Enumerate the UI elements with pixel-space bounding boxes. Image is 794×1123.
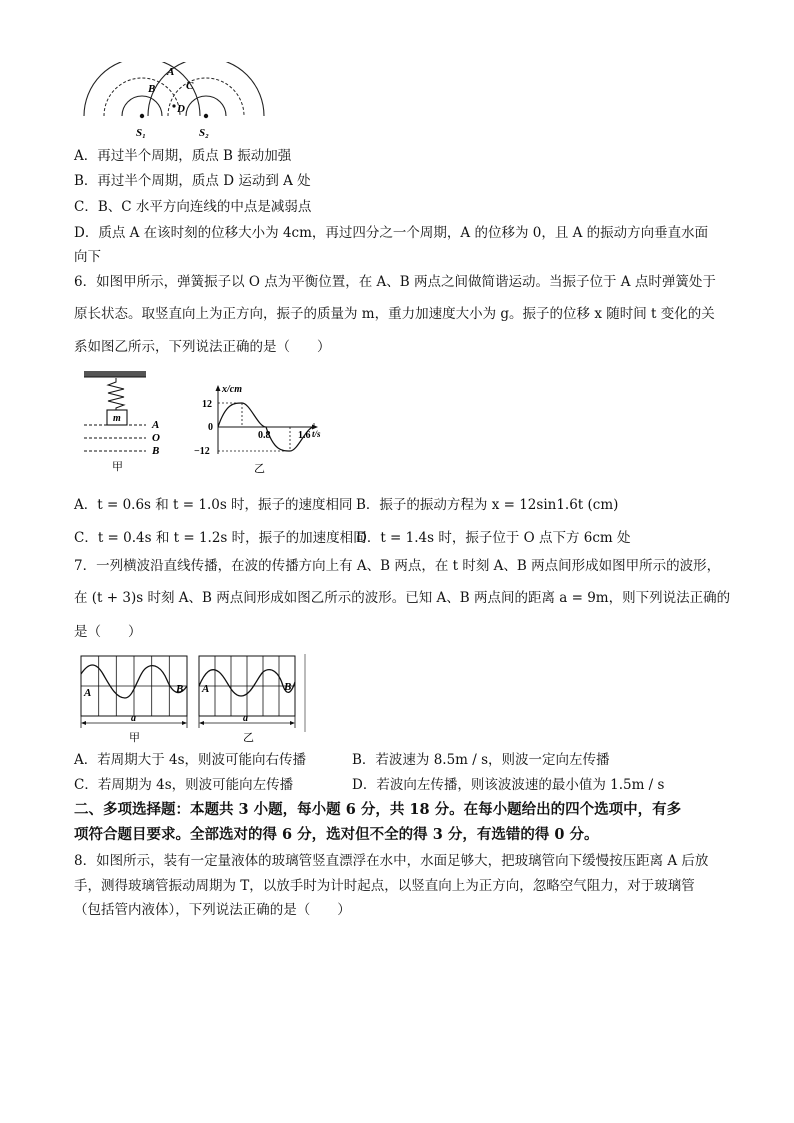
label-o-pos: O: [152, 432, 160, 444]
spring-oscillator-figure: [80, 368, 176, 472]
q6-option-c: C．t = 0.4s 和 t = 1.2s 时，振子的加速度相同: [74, 530, 367, 546]
y-tick-neg12: −12: [194, 446, 210, 457]
q5-option-d-line2: 向下: [74, 249, 101, 265]
q8-stem-line2: 手，测得玻璃管振动周期为 T，以放手时为计时起点，以竖直向上为正方向，忽略空气阻力，对于玻璃管: [74, 878, 695, 894]
label-b: B: [148, 83, 156, 95]
q7-option-a: A．若周期大于 4s，则波可能向右传播: [74, 752, 307, 768]
s2-wave-outer: [148, 62, 264, 116]
q5-option-d-line1: D．质点 A 在该时刻的位移大小为 4cm，再过四分之一个周期，A 的位移为 0，且 A 的振动方向垂直水面: [74, 225, 709, 241]
point-d: [172, 104, 175, 107]
q8-stem-line1: 8．如图所示，装有一定量液体的玻璃管竖直漂浮在水中，水面足够大，把玻璃管向下缓慢按压距离 A 后放: [74, 853, 709, 869]
x-tick-08: 0.8: [258, 430, 271, 441]
q6-stem-line3: 系如图乙所示，下列说法正确的是（ ）: [74, 339, 331, 355]
spring: [108, 378, 124, 410]
x-label: t/s: [312, 429, 321, 439]
q6-stem-line2: 原长状态。取竖直向上为正方向，振子的质量为 m，重力加速度大小为 g。振子的位移 x 随时间 t 变化的关: [74, 306, 715, 322]
q6-option-b: B．振子的振动方程为 x = 12sin1.6t (cm): [356, 497, 619, 513]
q8-stem-line3: （包括管内液体），下列说法正确的是（ ）: [74, 902, 351, 918]
q7-option-c: C．若周期为 4s，则波可能向左传播: [74, 777, 294, 793]
source-s1: [140, 114, 144, 118]
q7-stem-line1: 7．一列横波沿直线传播，在波的传播方向上有 A、B 两点，在 t 时刻 A、B 两点间形成如图甲所示的波形，: [74, 558, 721, 574]
q6-option-d: D．t = 1.4s 时，振子位于 O 点下方 6cm 处: [356, 530, 631, 546]
source-s2: [204, 114, 208, 118]
s1-wave-inner: [122, 96, 162, 116]
label-a: A: [167, 66, 175, 78]
yi-label-dist: a: [243, 713, 248, 724]
label-s2: S₂: [199, 127, 209, 139]
caption-7-yi: 乙: [243, 732, 254, 744]
waveform-jia-figure: [79, 652, 191, 744]
label-b-pos: B: [152, 445, 160, 457]
q5-option-c: C．B、C 水平方向连线的中点是减弱点: [74, 199, 312, 215]
interference-figure: [78, 62, 268, 142]
mass-label: m: [113, 413, 121, 424]
waveform-yi-figure: [197, 652, 311, 744]
q7-stem-line3: 是（ ）: [74, 624, 142, 640]
jia-label-a: A: [84, 687, 92, 699]
label-a-pos: A: [152, 419, 160, 431]
s2-wave-inner: [186, 96, 226, 116]
section2-title-line2: 项符合题目要求。全部选对的得 6 分，选对但不全的得 3 分，有选错的得 0 分。: [74, 826, 599, 843]
q5-option-a: A．再过半个周期，质点 B 振动加强: [74, 148, 292, 164]
label-d: D: [177, 103, 185, 115]
q6-option-a: A．t = 0.6s 和 t = 1.0s 时，振子的速度相同: [74, 497, 353, 513]
y-label: x/cm: [222, 384, 242, 395]
yi-label-b: B: [284, 681, 292, 693]
section2-title-line1: 二、多项选择题：本题共 3 小题，每小题 6 分，共 18 分。在每小题给出的四个选项中，有多: [74, 801, 682, 818]
ceiling: [84, 371, 146, 377]
label-c: C: [186, 80, 194, 92]
caption-yi: 乙: [254, 463, 265, 474]
x-tick-16: 1.6: [298, 430, 311, 441]
q7-option-b: B．若波速为 8.5m / s，则波一定向左传播: [352, 752, 610, 768]
jia-label-dist: a: [131, 713, 136, 724]
q6-stem-line1: 6．如图甲所示，弹簧振子以 O 点为平衡位置，在 A、B 两点之间做简谐运动。当振子位于 A 点时弹簧处于: [74, 274, 716, 290]
caption-7-jia: 甲: [129, 732, 140, 744]
yi-label-a: A: [202, 683, 210, 695]
y-tick-12: 12: [202, 399, 212, 410]
displacement-time-graph: [190, 382, 330, 474]
q7-option-d: D．若波向左传播，则该波波速的最小值为 1.5m / s: [352, 777, 665, 793]
q5-option-b: B．再过半个周期，质点 D 运动到 A 处: [74, 173, 311, 189]
caption-jia: 甲: [112, 461, 123, 472]
label-s1: S₁: [136, 127, 146, 139]
q7-stem-line2: 在 (t + 3)s 时刻 A、B 两点间形成如图乙所示的波形。已知 A、B 两点间的距离 a = 9m，则下列说法正确的: [74, 590, 731, 606]
jia-label-b: B: [176, 683, 184, 695]
y-tick-0: 0: [208, 422, 213, 433]
